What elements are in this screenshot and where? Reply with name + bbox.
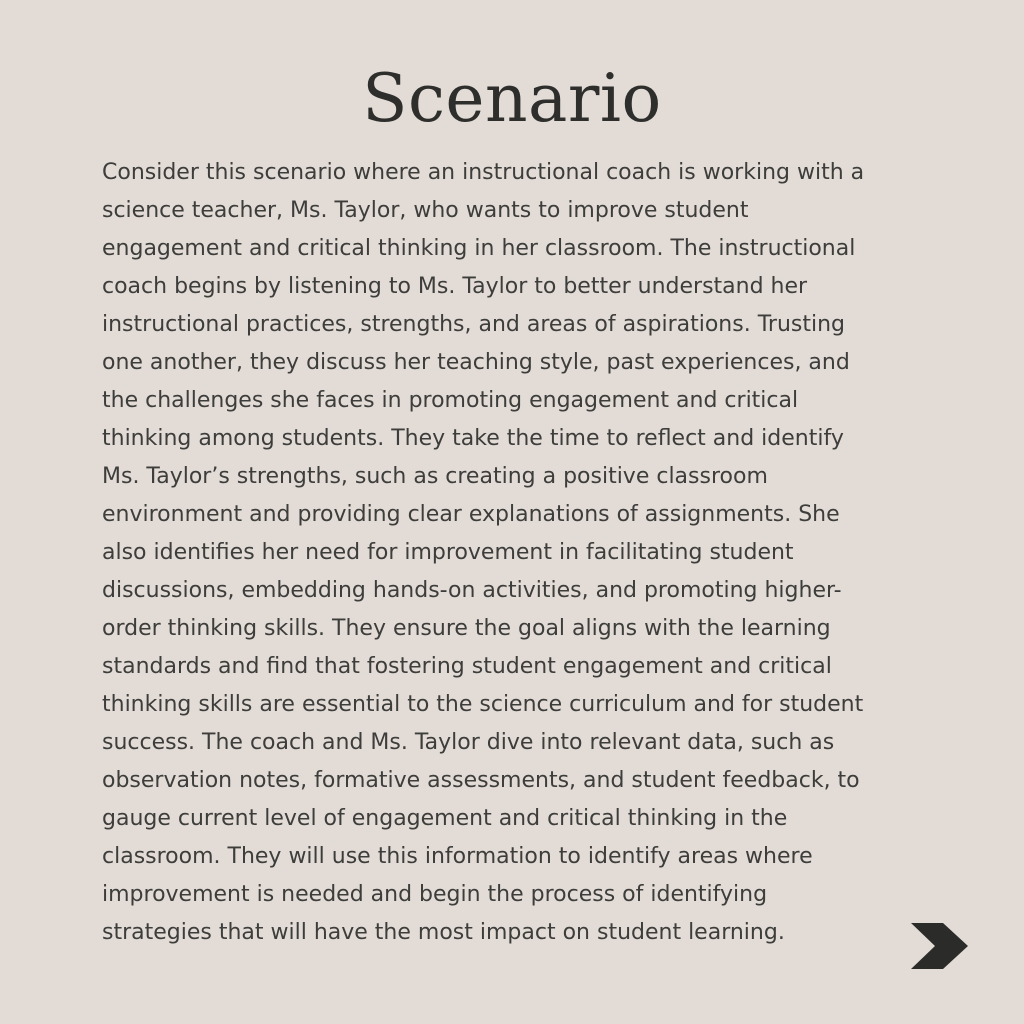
paragraph-line: thinking skills are essential to the science curriculum and for student — [102, 692, 864, 717]
paragraph-line: gauge current level of engagement and critical thinking in the — [102, 806, 788, 831]
paragraph-line: classroom. They will use this information to identify areas where — [102, 844, 813, 869]
paragraph-line: coach begins by listening to Ms. Taylor to better understand her — [102, 274, 808, 299]
paragraph-line: success. The coach and Ms. Taylor dive into relevant data, such as — [102, 730, 835, 755]
paragraph-line: environment and providing clear explanations of assignments. She — [102, 502, 840, 527]
paragraph-line: order thinking skills. They ensure the goal aligns with the learning — [102, 616, 831, 641]
paragraph-line: standards and find that fostering student engagement and critical — [102, 654, 832, 679]
paragraph-line: one another, they discuss her teaching style, past experiences, and — [102, 350, 850, 375]
paragraph-line: improvement is needed and begin the process of identifying — [102, 882, 768, 907]
paragraph-line: observation notes, formative assessments, and student feedback, to — [102, 768, 860, 793]
paragraph-line: also identifies her need for improvement in facilitating student — [102, 540, 794, 565]
paragraph-line: strategies that will have the most impact on student learning. — [102, 920, 785, 945]
paragraph-line: Ms. Taylor’s strengths, such as creating a positive classroom — [102, 464, 768, 489]
paragraph-line: thinking among students. They take the time to reflect and identify — [102, 426, 844, 451]
paragraph-line: Consider this scenario where an instructional coach is working with a — [102, 160, 865, 185]
page-title: Scenario — [362, 60, 662, 137]
chevron-right-icon — [908, 922, 970, 970]
paragraph-line: science teacher, Ms. Taylor, who wants to improve student — [102, 198, 749, 223]
paragraph-line: instructional practices, strengths, and areas of aspirations. Trusting — [102, 312, 846, 337]
paragraph-line: discussions, embedding hands-on activities, and promoting higher- — [102, 578, 842, 603]
scenario-paragraph — [102, 154, 922, 952]
paragraph-line: the challenges she faces in promoting engagement and critical — [102, 388, 799, 413]
next-button[interactable] — [908, 922, 970, 970]
paragraph-line: engagement and critical thinking in her classroom. The instructional — [102, 236, 856, 261]
